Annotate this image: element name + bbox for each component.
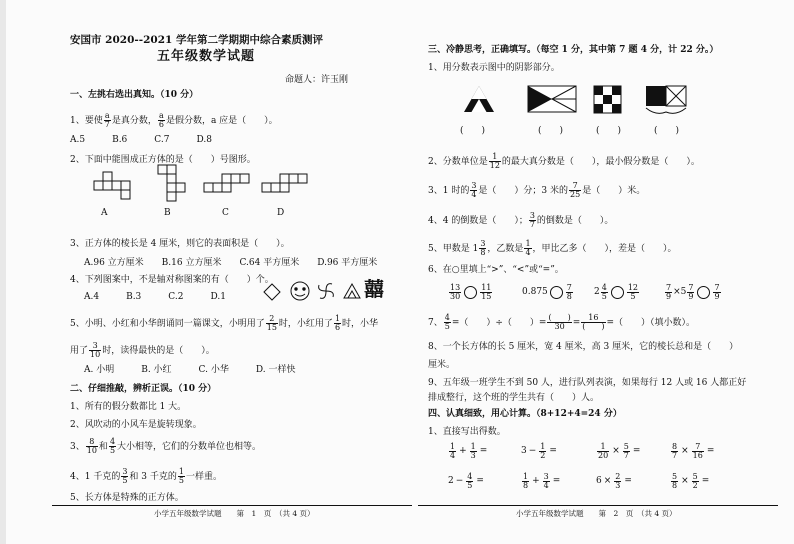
compare-item-2: 0.875 $\frac{7}{8}$ (522, 283, 572, 301)
compare-item-4: $\frac{7}{9}$ ×5 $\frac{7}{9}$ $\frac{7}{9}$ (666, 283, 720, 301)
fraction: $\frac{7}{9}$ (666, 283, 672, 301)
fill-9-cont: 排成整行，这个班的学生共有（ ）人。 (428, 393, 600, 403)
section-1-heading: 一、左挑右选出真知。（10 分） (70, 90, 199, 100)
compare-item-3: 2 $\frac{4}{5}$ $\frac{12}{5}$ (594, 283, 639, 301)
answer-blank-4[interactable]: ( ) (654, 126, 680, 136)
question-3: 3、正方体的棱长是 4 厘米，则它的表面积是（ ）。 (70, 239, 290, 249)
section-4-heading: 四、认真细致，用心计算。（8+12+4=24 分） (428, 409, 622, 419)
answer-blank-2[interactable]: ( ) (538, 126, 564, 136)
judge-5: 5、长方体是特殊的正方体。 (70, 493, 184, 503)
page-2 (418, 0, 778, 544)
fraction: $\frac{16}{( )}$ (582, 313, 605, 331)
judge-2: 2、风吹动的小风车是旋转现象。 (70, 420, 202, 430)
fraction: $\frac{7}{9}$ (688, 283, 694, 301)
fill-3: 3、1 时的 $\frac{3}{4}$ 是（ ）分；3 米的 $\frac{7}{25}$ 是（ ）米。 (428, 181, 646, 199)
fraction: $\frac{a}{6}$ (158, 111, 164, 129)
fraction: $\frac{5}{7}$ (623, 442, 629, 460)
question-3-options: A.96 立方厘米 B.16 立方厘米 C.64 平方厘米 D.96 平方厘米 (84, 258, 378, 268)
fraction: $\frac{7}{9}$ (714, 283, 720, 301)
question-1-options: A.5 B.6 C.7 D.8 (70, 135, 212, 145)
fraction: $\frac{13}{30}$ (450, 283, 461, 301)
calc-item: $\frac{1}{8}$ + $\frac{3}{4}$ = (523, 472, 561, 490)
cube-net-a (94, 172, 134, 200)
fraction: $\frac{1}{4}$ (450, 442, 456, 460)
cube-net-b (158, 165, 188, 205)
fraction: $\frac{8}{10}$ (86, 437, 97, 455)
question-5: 5、小明、小红和小华朗诵同一篇课文，小明用了 $\frac{2}{15}$ 时，小红用了 $\frac{1}{6}$ 时，小华 (70, 314, 379, 332)
fraction: $\frac{7}{8}$ (566, 283, 572, 301)
exam-title: 安国市 2020--2021 学年第二学期期中综合素质测评 (70, 34, 323, 46)
compare-circle[interactable] (697, 286, 710, 299)
page-2-footer: 小学五年级数学试题 第 2 页 （共 4 页） (516, 509, 677, 518)
page-1-footer: 小学五年级数学试题 第 1 页 （共 4 页） (154, 509, 315, 518)
fraction: $\frac{3}{7}$ (529, 211, 535, 229)
fraction: $\frac{12}{5}$ (627, 283, 639, 301)
fraction: $\frac{5}{8}$ (672, 472, 678, 490)
question-5-options: A. 小明 B. 小红 C. 小华 D. 一样快 (84, 365, 296, 375)
cube-net-d (262, 174, 307, 202)
fraction: $\frac{7}{25}$ (570, 181, 581, 199)
fraction: $\frac{a}{7}$ (104, 111, 110, 129)
fraction: $\frac{1}{8}$ (523, 472, 529, 490)
net-label-c: C (222, 208, 229, 218)
question-5-cont: 用了 $\frac{3}{10}$ 时，读得最快的是（ ）。 (70, 341, 215, 359)
judge-3: 3、 $\frac{8}{10}$ 和 $\frac{4}{5}$ 大小相等，它们的分数单位也相等。 (70, 437, 262, 455)
fraction: $\frac{4}{5}$ (601, 283, 607, 301)
fraction: $\frac{1}{6}$ (334, 314, 341, 332)
footer-rule (418, 505, 778, 506)
question-4-options: A.4 B.3 C.2 D.1 (84, 292, 226, 302)
compare-item-1 (448, 284, 493, 301)
fraction: $\frac{2}{3}$ (615, 472, 621, 490)
fraction: $\frac{7}{16}$ (692, 442, 703, 460)
question-4: 4、下列图案中，不是轴对称图案的有（ ）个。 (70, 275, 274, 285)
fraction: $\frac{( )}{30}$ (548, 313, 571, 331)
calc-item: $\frac{1}{4}$ + $\frac{1}{3}$ = (450, 442, 488, 460)
fraction: $\frac{3}{10}$ (90, 341, 101, 359)
fraction: $\frac{3}{5}$ (122, 467, 128, 485)
compare-circle[interactable] (550, 286, 563, 299)
answer-blank-3[interactable]: ( ) (596, 126, 622, 136)
net-label-a: A (101, 208, 108, 218)
cube-net-c (204, 174, 249, 202)
fraction: $\frac{2}{15}$ (266, 314, 277, 332)
fraction: $\frac{11}{15}$ (481, 283, 492, 301)
fraction: $\frac{3}{4}$ (543, 472, 549, 490)
shaded-squares-figure (646, 86, 686, 116)
calc-item: $\frac{1}{20}$ × $\frac{5}{7}$ = (598, 442, 641, 460)
fill-7: 7、 $\frac{4}{5}$ =（ ）÷（ ）= $\frac{( )}{30}$ = $\frac{16}{( )}$ =（ ）（填小数）。 (428, 313, 696, 331)
fraction: $\frac{1}{2}$ (540, 442, 546, 460)
calc-item: 6 × $\frac{2}{3}$ = (596, 472, 632, 490)
calc-item: $\frac{5}{8}$ × $\frac{5}{2}$ = (672, 472, 710, 490)
fraction: $\frac{1}{12}$ (489, 152, 500, 170)
fraction: $\frac{5}{2}$ (692, 472, 698, 490)
question-2: 2、下面中能围成正方体的是（ ）号图形。 (70, 155, 256, 165)
net-label-d: D (277, 208, 285, 218)
shaded-checker-figure (594, 86, 621, 113)
fill-8-cont: 厘米。 (428, 360, 456, 370)
footer-rule (52, 505, 412, 506)
judge-1: 1、所有的假分数都比 1 大。 (70, 402, 187, 412)
section-2-heading: 二、仔细推敲，辨析正误。（10 分） (70, 384, 217, 394)
fraction: $\frac{3}{8}$ (480, 239, 486, 257)
fraction: $\frac{8}{7}$ (672, 442, 678, 460)
fraction: $\frac{4}{5}$ (467, 472, 473, 490)
section-3-heading: 三、冷静思考，正确填写。（每空 1 分，其中第 7 题 4 分，计 22 分。） (428, 45, 719, 55)
fill-4: 4、4 的倒数是（ ）； $\frac{3}{7}$ 的倒数是（ ）。 (428, 211, 614, 229)
fraction: $\frac{1}{3}$ (470, 442, 476, 460)
calc-instruction: 1、直接写出得数。 (428, 427, 506, 437)
calc-item: $\frac{8}{7}$ × $\frac{7}{16}$ = (672, 442, 715, 460)
page-1 (52, 0, 402, 544)
fraction: $\frac{1}{5}$ (178, 467, 184, 485)
fill-2: 2、分数单位是 $\frac{1}{12}$ 的最大真分数是（ ），最小假分数是（ ）。 (428, 152, 700, 170)
fraction: $\frac{1}{20}$ (598, 442, 609, 460)
compare-circle[interactable] (464, 286, 477, 299)
double-happiness-stamp: 囍 (364, 277, 384, 301)
fill-8: 8、一个长方体的长 5 厘米，宽 4 厘米，高 3 厘米，它的棱长总和是（ ） (428, 342, 739, 352)
fill-9: 9、五年级一班学生不到 50 人，进行队列表演，如果每行 12 人或 16 人都正好 (428, 378, 747, 388)
author-line: 命题人：许玉刚 (285, 75, 349, 85)
answer-blank-1[interactable]: ( ) (460, 126, 486, 136)
shaded-rectangle-figure (528, 86, 576, 112)
exam-subtitle: 五年级数学试题 (157, 49, 256, 64)
fill-1: 1、用分数表示图中的阴影部分。 (428, 63, 560, 73)
fraction: $\frac{3}{4}$ (471, 181, 477, 199)
fraction: $\frac{4}{5}$ (444, 313, 450, 331)
net-label-b: B (164, 208, 171, 218)
calc-item: 2 − $\frac{4}{5}$ = (448, 472, 484, 490)
shaded-triangle-figure (464, 86, 494, 112)
fill-6: 6、在○里填上“>”、“<”或“=”。 (428, 265, 564, 275)
fraction: $\frac{4}{5}$ (109, 437, 116, 455)
calc-item: 3 − $\frac{1}{2}$ = (521, 442, 557, 460)
compare-circle[interactable] (611, 286, 624, 299)
fraction: $\frac{1}{4}$ (525, 239, 531, 257)
question-1: 1、要使 $\frac{a}{7}$ 是真分数， $\frac{a}{6}$ 是假分数，a 应是（ ）。 (70, 111, 278, 129)
fill-5: 5、甲数是 1 $\frac{3}{8}$ ，乙数是 $\frac{1}{4}$ ，甲比乙多（ ），差是（ ）。 (428, 239, 677, 257)
judge-4: 4、1 千克的 $\frac{3}{5}$ 和 3 千克的 $\frac{1}{5}$ 一样重。 (70, 467, 222, 485)
